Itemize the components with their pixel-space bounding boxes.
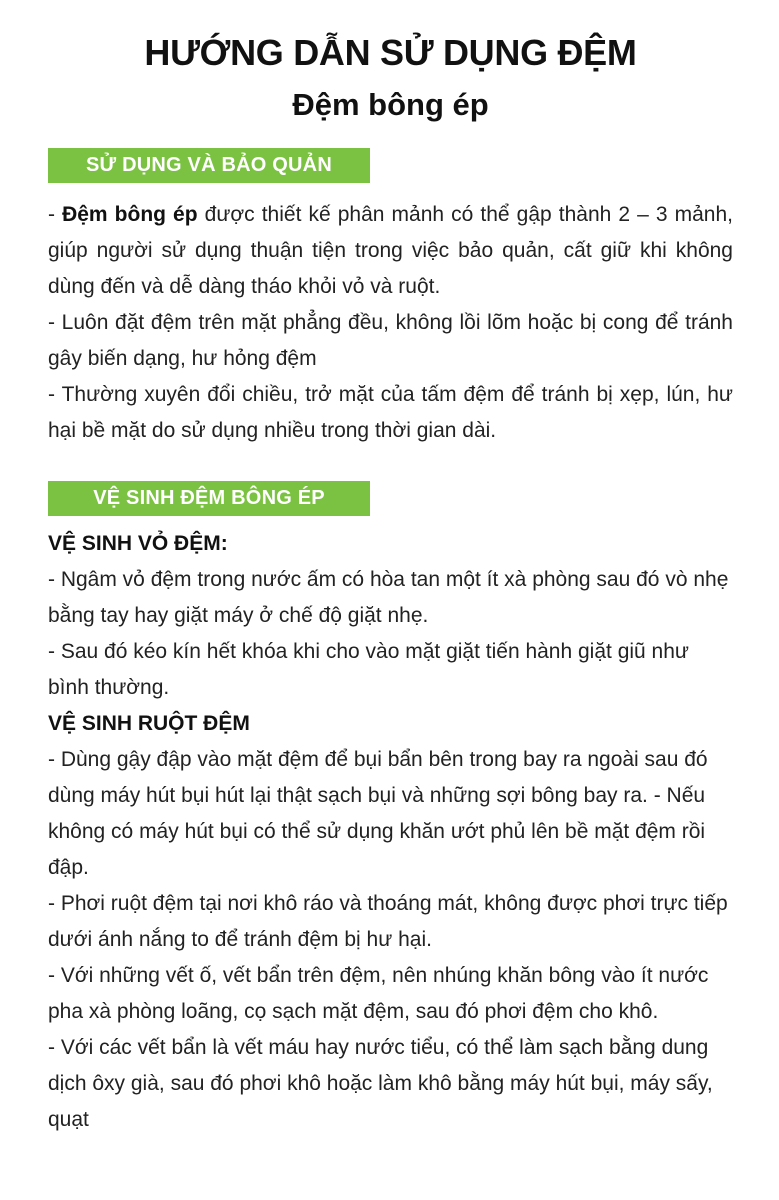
- page-subtitle: Đệm bông ép: [292, 87, 489, 122]
- cover-paragraph-2: - Sau đó kéo kín hết khóa khi cho vào mặt giặt tiến hành giặt giũ như bình thường.: [48, 640, 689, 699]
- core-paragraph-2: - Phơi ruột đệm tại nơi khô ráo và thoáng mát, không được phơi trực tiếp dưới ánh nắng to để tránh đệm bị hư hại.: [48, 892, 728, 951]
- cover-paragraph-1: - Ngâm vỏ đệm trong nước ấm có hòa tan một ít xà phòng sau đó vò nhẹ bằng tay hay giặt máy ở chế độ giặt nhẹ.: [48, 568, 729, 627]
- usage-paragraph-1: [48, 197, 733, 305]
- usage-p1-rest: được thiết kế phân mảnh có thể gập thành 2 – 3 mảnh, giúp người sử dụng thuận tiện trong việc bảo quản, cất giữ khi không dùng đến và dễ dàng tháo khỏi vỏ và ruột.: [48, 203, 733, 298]
- page-title: HƯỚNG DẪN SỬ DỤNG ĐỆM: [144, 32, 637, 73]
- section-banner-cleaning: VỆ SINH ĐỆM BÔNG ÉP: [48, 481, 370, 516]
- usage-paragraph-2: - Luôn đặt đệm trên mặt phẳng đều, không lồi lõm hoặc bị cong để tránh gây biến dạng, hư hỏng đệm: [48, 311, 733, 370]
- cleaning-section-body: [48, 526, 733, 1138]
- product-name-bold: Đệm bông ép: [62, 203, 198, 226]
- usage-paragraph-3: - Thường xuyên đổi chiều, trở mặt của tấm đệm để tránh bị xẹp, lún, hư hại bề mặt do sử dụng nhiều trong thời gian dài.: [48, 383, 733, 442]
- core-paragraph-1: - Dùng gậy đập vào mặt đệm để bụi bẩn bên trong bay ra ngoài sau đó dùng máy hút bụi hút lại thật sạch bụi và những sợi bông bay ra. - Nếu không có máy hút bụi có thể sử dụng khăn ướt phủ lên bề mặt đệm rồi đập.: [48, 748, 708, 879]
- usage-section-body: [48, 197, 733, 449]
- subheading-core-cleaning: VỆ SINH RUỘT ĐỆM: [48, 712, 250, 735]
- section-banner-usage: SỬ DỤNG VÀ BẢO QUẢN: [48, 148, 370, 183]
- core-paragraph-3: - Với những vết ố, vết bẩn trên đệm, nên nhúng khăn bông vào ít nước pha xà phòng loãng, cọ sạch mặt đệm, sau đó phơi đệm cho khô.: [48, 964, 709, 1023]
- subheading-cover-cleaning: VỆ SINH VỎ ĐỆM:: [48, 532, 228, 555]
- core-paragraph-4: - Với các vết bẩn là vết máu hay nước tiểu, có thể làm sạch bằng dung dịch ôxy già, sau đó phơi khô hoặc làm khô bằng máy hút bụi, máy sấy, quạt: [48, 1036, 713, 1131]
- usage-p1-prefix: -: [48, 203, 63, 226]
